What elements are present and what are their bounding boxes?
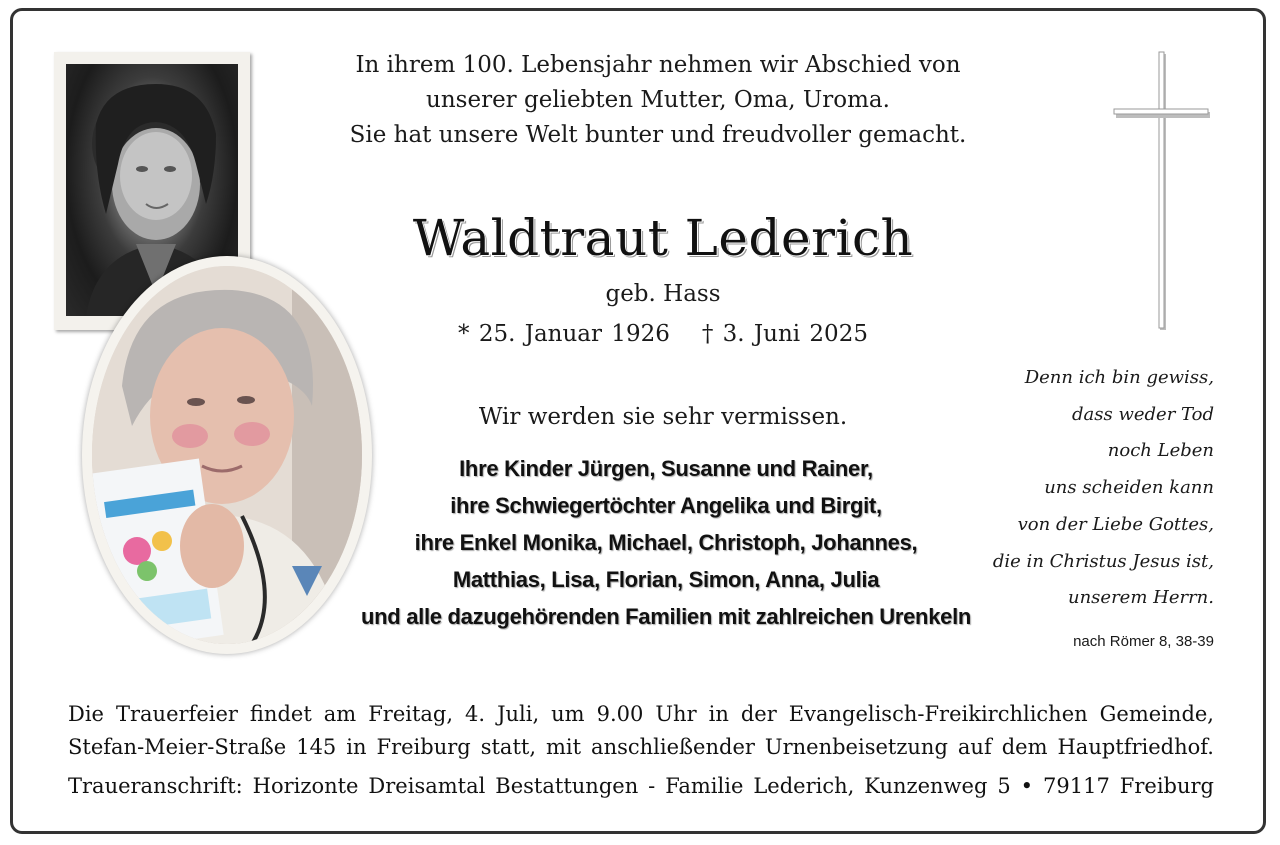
cross-icon (1112, 50, 1212, 332)
ceremony-line: Stefan-Meier-Straße 145 in Freiburg statt, mit anschließender Urnenbeisetzung auf dem Hauptfriedhof. (68, 735, 1214, 759)
family-line: ihre Enkel Monika, Michael, Christoph, Johannes, (414, 530, 918, 555)
intro-line: In ihrem 100. Lebensjahr nehmen wir Abschied von (355, 52, 961, 78)
birth-date: * 25. Januar 1926 (458, 321, 670, 347)
life-dates (300, 318, 1026, 350)
verse-line: uns scheiden kann (1044, 477, 1214, 499)
verse-line: unserem Herrn. (1068, 587, 1214, 609)
maiden-name: geb. Hass (605, 281, 721, 307)
bible-verse (970, 360, 1214, 617)
family-line: Matthias, Lisa, Florian, Simon, Anna, Julia (452, 567, 880, 592)
intro-text (300, 48, 1016, 153)
miss-text: Wir werden sie sehr vermissen. (478, 404, 848, 430)
deceased-name: Waldtraut Lederich (412, 209, 914, 267)
ceremony-line: Die Trauerfeier findet am Freitag, 4. Juli, um 9.00 Uhr in der Evangelisch-Freikirchlichen Gemeinde, (68, 702, 1214, 726)
family-line: Ihre Kinder Jürgen, Susanne und Rainer, (459, 456, 873, 481)
verse-line: noch Leben (1107, 440, 1214, 462)
ceremony-info (68, 698, 1214, 764)
verse-line: die in Christus Jesus ist, (992, 550, 1214, 572)
verse-line: von der Liebe Gottes, (1017, 513, 1214, 535)
mourning-address: Traueranschrift: Horizonte Dreisamtal Bestattungen - Familie Lederich, Kunzenweg 5 • 79117 Freiburg (68, 774, 1214, 798)
verse-line: dass weder Tod (1072, 403, 1214, 425)
death-date: † 3. Juni 2025 (701, 321, 868, 347)
verse-reference: nach Römer 8, 38-39 (1073, 633, 1214, 650)
family-line: und alle dazugehörenden Familien mit zahlreichen Urenkeln (360, 604, 972, 629)
family-list (316, 450, 1016, 635)
intro-line: unserer geliebten Mutter, Oma, Uroma. (426, 87, 890, 113)
family-line: ihre Schwiegertöchter Angelika und Birgit, (450, 493, 882, 518)
intro-line: Sie hat unsere Welt bunter und freudvoller gemacht. (349, 122, 967, 148)
verse-line: Denn ich bin gewiss, (1024, 367, 1214, 388)
